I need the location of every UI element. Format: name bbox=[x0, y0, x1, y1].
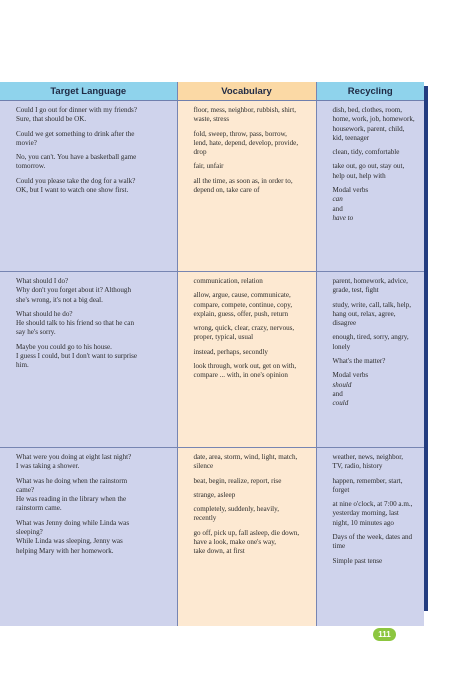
table-row bbox=[0, 448, 424, 626]
text-group bbox=[194, 477, 311, 486]
page-number-badge: 111 bbox=[373, 628, 396, 641]
text-group bbox=[194, 491, 311, 500]
text-line: disagree bbox=[332, 319, 357, 328]
header-recycling: Recycling bbox=[316, 82, 424, 101]
text-line: clean, tidy, comfortable bbox=[332, 148, 400, 157]
text-group bbox=[333, 148, 420, 157]
text-group bbox=[16, 130, 172, 149]
text-group bbox=[194, 362, 311, 381]
vocabulary-cell bbox=[177, 101, 316, 272]
text-line: What was he doing when the rainstorm bbox=[16, 476, 128, 485]
text-line: beat, begin, realize, report, rise bbox=[193, 476, 282, 485]
text-line: No, you can't. You have a basketball game bbox=[16, 153, 137, 162]
text-line: drop bbox=[193, 148, 207, 157]
text-line: wrong, quick, clear, crazy, nervous, bbox=[193, 324, 295, 333]
modal-verb-italic: can bbox=[332, 195, 343, 204]
modal-verb-text: Modal verbs bbox=[332, 371, 369, 380]
table-row bbox=[0, 272, 424, 448]
text-line: parent, homework, advice, bbox=[332, 277, 408, 285]
text-group bbox=[194, 291, 311, 319]
text-line: grade, test, fight bbox=[332, 286, 379, 295]
modal-verb-text: and bbox=[332, 389, 343, 398]
text-group bbox=[333, 453, 420, 472]
text-line: Days of the week, dates and bbox=[332, 533, 413, 542]
text-line: go off, pick up, fall asleep, die down, bbox=[193, 528, 300, 537]
text-line: He was reading in the library when the bbox=[16, 495, 127, 504]
curriculum-table bbox=[0, 82, 424, 626]
text-line: him. bbox=[16, 361, 29, 370]
text-line: fold, sweep, throw, pass, borrow, bbox=[193, 129, 287, 138]
text-line: While Linda was sleeping, Jenny was bbox=[16, 537, 123, 546]
text-group bbox=[16, 310, 172, 338]
text-line: Simple past tense bbox=[332, 556, 383, 565]
text-line: What was Jenny doing while Linda was bbox=[16, 518, 130, 527]
text-group bbox=[333, 333, 420, 352]
text-line: silence bbox=[193, 462, 214, 471]
curriculum-table-wrap bbox=[0, 82, 424, 607]
text-line: What were you doing at eight last night? bbox=[16, 453, 132, 461]
text-group bbox=[194, 348, 311, 357]
text-line: I was taking a shower. bbox=[16, 462, 80, 471]
text-group bbox=[194, 505, 311, 524]
text-line: helping Mary with her homework. bbox=[16, 546, 114, 555]
text-group bbox=[16, 177, 172, 196]
recycling-cell bbox=[316, 448, 424, 626]
text-line: take down, at first bbox=[193, 547, 245, 556]
text-group bbox=[16, 106, 172, 125]
text-line: rainstorm came. bbox=[16, 504, 62, 513]
text-line: home, work, job, homework, bbox=[332, 115, 415, 124]
target-language-cell bbox=[0, 448, 177, 626]
modal-verb-italic: have to bbox=[332, 213, 354, 222]
text-line: lend, hate, depend, develop, provide, bbox=[193, 138, 299, 147]
text-group bbox=[194, 177, 311, 196]
modal-verbs-line bbox=[333, 371, 420, 408]
text-line: waste, stress bbox=[193, 115, 229, 124]
text-line: What should I do? bbox=[16, 277, 69, 285]
text-line: Maybe you could go to his house. bbox=[16, 342, 112, 351]
text-group bbox=[333, 301, 420, 329]
vocabulary-cell bbox=[177, 448, 316, 626]
text-line: Why don't you forget about it? Although bbox=[16, 286, 132, 295]
text-group bbox=[194, 106, 311, 125]
text-line: dish, bed, clothes, room, bbox=[332, 106, 403, 114]
text-group bbox=[194, 130, 311, 158]
text-line: What's the matter? bbox=[332, 357, 386, 366]
text-line: lonely bbox=[332, 342, 351, 351]
target-language-cell bbox=[0, 272, 177, 448]
text-line: hang out, relax, agree, bbox=[332, 309, 396, 318]
text-line: compare ... with, in one's opinion bbox=[193, 371, 288, 380]
text-line: at nine o'clock, at 7:00 a.m., bbox=[332, 500, 413, 509]
text-group bbox=[333, 557, 420, 566]
text-line: study, write, call, talk, help, bbox=[332, 300, 412, 309]
text-line: instead, perhaps, secondly bbox=[193, 347, 268, 356]
text-group bbox=[16, 153, 172, 172]
text-line: OK, but I want to watch one show first. bbox=[16, 186, 129, 195]
text-line: help out, help with bbox=[332, 171, 386, 180]
recycling-cell bbox=[316, 101, 424, 272]
text-line: enough, tired, sorry, angry, bbox=[332, 333, 409, 342]
text-group bbox=[333, 162, 420, 181]
target-language-cell bbox=[0, 101, 177, 272]
text-group bbox=[194, 162, 311, 171]
text-group bbox=[194, 324, 311, 343]
table-row bbox=[0, 101, 424, 272]
text-line: time bbox=[332, 542, 346, 551]
text-group bbox=[194, 453, 311, 472]
text-group bbox=[194, 277, 311, 286]
text-line: Could I go out for dinner with my friends? bbox=[16, 106, 137, 114]
header-row bbox=[0, 82, 424, 101]
text-line: proper, typical, usual bbox=[193, 333, 254, 342]
text-line: have a look, make one's way, bbox=[193, 538, 277, 547]
text-line: TV, radio, history bbox=[332, 462, 383, 471]
text-line: He should talk to his friend so that he can bbox=[16, 319, 135, 328]
modal-verb-text: and bbox=[332, 204, 343, 213]
text-line: fair, unfair bbox=[193, 162, 224, 171]
text-line: look through, work out, get on with, bbox=[193, 362, 297, 371]
vocabulary-cell bbox=[177, 272, 316, 448]
text-group bbox=[333, 106, 420, 143]
text-line: completely, suddenly, heavily, bbox=[193, 505, 279, 514]
text-line: yesterday morning, last bbox=[332, 509, 399, 518]
text-line: strange, asleep bbox=[193, 490, 236, 499]
text-group bbox=[16, 519, 172, 556]
text-line: tomorrow. bbox=[16, 162, 46, 171]
text-line: say he's sorry. bbox=[16, 328, 56, 337]
text-group bbox=[16, 343, 172, 371]
text-line: communication, relation bbox=[193, 277, 263, 285]
text-group bbox=[16, 277, 172, 305]
text-line: forget bbox=[332, 485, 350, 494]
text-line: take out, go out, stay out, bbox=[332, 162, 405, 171]
text-line: Could we get something to drink after the bbox=[16, 129, 135, 138]
header-vocabulary: Vocabulary bbox=[177, 82, 316, 101]
text-line: came? bbox=[16, 485, 35, 494]
text-group bbox=[333, 357, 420, 366]
text-line: sleeping? bbox=[16, 528, 43, 537]
modal-verb-italic: should bbox=[332, 380, 352, 389]
text-group bbox=[333, 533, 420, 552]
modal-verb-text: Modal verbs bbox=[332, 186, 369, 195]
text-line: night, 10 minutes ago bbox=[332, 518, 394, 527]
text-line: Sure, that should be OK. bbox=[16, 115, 87, 124]
text-line: explain, guess, offer, push, return bbox=[193, 309, 289, 318]
text-group bbox=[333, 500, 420, 528]
text-line: all the time, as soon as, in order to, bbox=[193, 176, 293, 185]
text-line: she's wrong, it's not a big deal. bbox=[16, 295, 103, 304]
text-line: movie? bbox=[16, 138, 37, 147]
text-line: allow, argue, cause, communicate, bbox=[193, 291, 291, 300]
text-line: depend on, take care of bbox=[193, 186, 260, 195]
recycling-cell bbox=[316, 272, 424, 448]
modal-verb-italic: could bbox=[332, 399, 349, 408]
text-group bbox=[16, 477, 172, 514]
text-group bbox=[333, 277, 420, 296]
text-line: Could you please take the dog for a walk? bbox=[16, 176, 136, 185]
modal-verbs-line bbox=[333, 186, 420, 223]
text-line: compare, compete, continue, copy, bbox=[193, 300, 293, 309]
text-line: housework, parent, child, bbox=[332, 124, 405, 133]
text-group bbox=[16, 453, 172, 472]
text-group bbox=[333, 477, 420, 496]
text-line: happen, remember, start, bbox=[332, 476, 403, 485]
text-line: recently bbox=[193, 514, 217, 523]
text-line: What should he do? bbox=[16, 309, 73, 318]
text-line: weather, news, neighbor, bbox=[332, 453, 404, 461]
text-group bbox=[194, 529, 311, 557]
text-line: kid, teenager bbox=[332, 133, 370, 142]
header-target-language: Target Language bbox=[0, 82, 177, 101]
text-line: floor, mess, neighbor, rubbish, shirt, bbox=[193, 106, 296, 114]
text-line: I guess I could, but I don't want to surprise bbox=[16, 352, 138, 361]
text-line: date, area, storm, wind, light, match, bbox=[193, 453, 298, 461]
